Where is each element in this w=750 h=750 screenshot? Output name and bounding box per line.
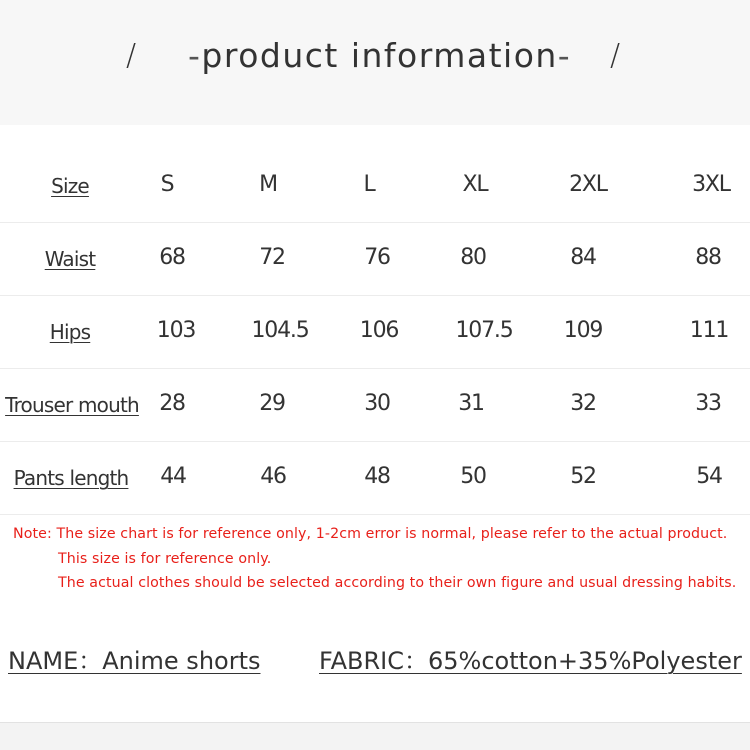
table-row bbox=[0, 296, 750, 369]
title-dash-left: - bbox=[188, 36, 202, 75]
header-banner bbox=[0, 0, 750, 125]
table-row bbox=[0, 369, 750, 442]
size-3xl: 3XL bbox=[692, 172, 730, 197]
table-cell: 104.5 bbox=[251, 318, 309, 343]
table-cell: 31 bbox=[458, 391, 484, 416]
table-cell: 84 bbox=[570, 245, 596, 270]
table-cell: 46 bbox=[260, 464, 286, 489]
size-table bbox=[0, 150, 750, 515]
table-cell: 107.5 bbox=[455, 318, 513, 343]
table-cell: 109 bbox=[563, 318, 603, 343]
table-cell: 50 bbox=[460, 464, 486, 489]
table-cell: 88 bbox=[695, 245, 721, 270]
size-l: L bbox=[363, 172, 375, 197]
row-label-hips: Hips bbox=[49, 320, 91, 344]
title-text: product information bbox=[201, 36, 558, 75]
table-cell: 48 bbox=[364, 464, 390, 489]
note-line-2: This size is for reference only. bbox=[58, 550, 272, 567]
table-header-row bbox=[0, 150, 750, 223]
size-m: M bbox=[259, 172, 277, 197]
table-cell: 54 bbox=[696, 464, 722, 489]
table-row bbox=[0, 223, 750, 296]
note-line-3: The actual clothes should be selected according to their own figure and usual dressing habits. bbox=[58, 575, 737, 591]
table-cell: 103 bbox=[156, 318, 196, 343]
size-s: S bbox=[160, 172, 174, 197]
table-cell: 72 bbox=[259, 245, 285, 270]
table-cell: 68 bbox=[159, 245, 185, 270]
row-label-pants-length: Pants length bbox=[13, 466, 129, 490]
size-xl: XL bbox=[462, 172, 488, 197]
product-fabric: FABRIC：65%cotton+35%Polyester bbox=[319, 647, 742, 675]
size-2xl: 2XL bbox=[569, 172, 607, 197]
table-cell: 52 bbox=[570, 464, 596, 489]
table-cell: 28 bbox=[159, 391, 185, 416]
slash-right: / bbox=[610, 38, 621, 73]
product-name: NAME：Anime shorts bbox=[8, 647, 261, 675]
table-cell: 80 bbox=[460, 245, 486, 270]
table-cell: 32 bbox=[570, 391, 596, 416]
note-line-1: Note: The size chart is for reference only, 1-2cm error is normal, please refer to the actual product. bbox=[13, 526, 728, 542]
bottom-divider-bar bbox=[0, 722, 750, 750]
table-cell: 44 bbox=[160, 464, 186, 489]
page-title bbox=[188, 36, 572, 75]
table-row bbox=[0, 442, 750, 515]
table-cell: 33 bbox=[695, 391, 721, 416]
title-dash-right: - bbox=[557, 36, 572, 75]
size-header-label: Size bbox=[51, 174, 89, 198]
table-cell: 76 bbox=[364, 245, 390, 270]
row-label-trouser-mouth: Trouser mouth bbox=[5, 393, 139, 417]
table-cell: 106 bbox=[359, 318, 399, 343]
table-cell: 29 bbox=[259, 391, 285, 416]
table-cell: 30 bbox=[364, 391, 390, 416]
slash-left: / bbox=[126, 38, 137, 73]
size-note bbox=[13, 522, 736, 596]
table-cell: 111 bbox=[689, 318, 729, 343]
row-label-waist: Waist bbox=[44, 247, 96, 271]
